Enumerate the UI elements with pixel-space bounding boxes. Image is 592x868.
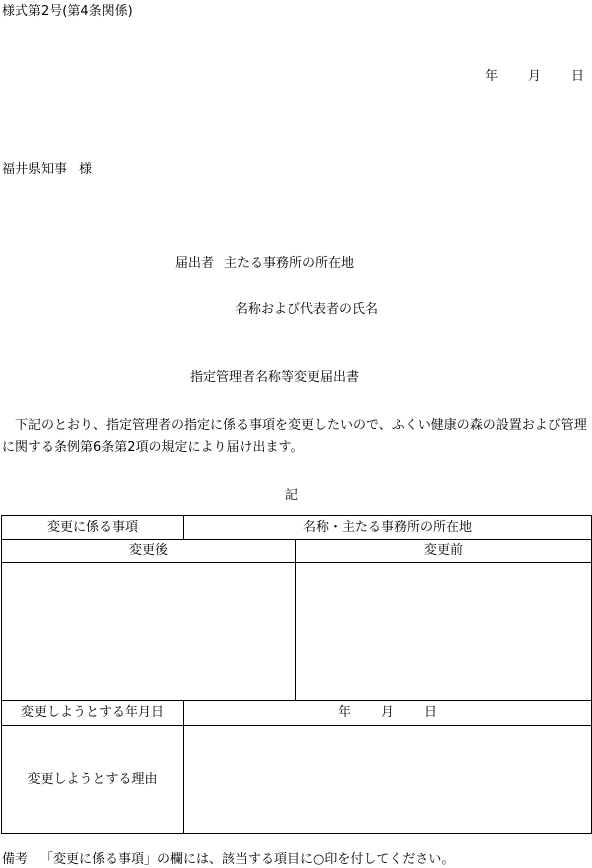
- notifier-name-label: 名称および代表者の氏名: [235, 302, 379, 317]
- table-row: [2, 563, 592, 701]
- change-reason-label: 変更しようとする理由: [2, 726, 184, 834]
- date-day-label: 日: [570, 69, 584, 84]
- change-date-day: 日: [424, 705, 438, 720]
- after-change-header: 変更後: [2, 540, 296, 563]
- addressee-honorific: 様: [79, 162, 93, 177]
- change-reason-cell: [184, 726, 592, 834]
- change-item-value: 名称・主たる事務所の所在地: [184, 516, 592, 540]
- notifier-address-line: [175, 256, 354, 272]
- notifier-address-label: 主たる事務所の所在地: [224, 256, 355, 271]
- date-month-label: 月: [527, 69, 541, 84]
- change-item-label: 変更に係る事項: [2, 516, 184, 540]
- after-change-cell: [2, 563, 296, 701]
- remarks-text: 「変更に係る事項」の欄には、該当する項目に○印を付してください。: [40, 852, 455, 867]
- table-row: [2, 701, 592, 726]
- date-year-label: 年: [484, 69, 498, 84]
- before-change-cell: [296, 563, 592, 701]
- form-number: 様式第2号(第4条関係): [2, 4, 133, 19]
- table-row: [2, 516, 592, 540]
- remarks: [2, 852, 454, 868]
- change-date-month: 月: [381, 705, 395, 720]
- notifier-label: 届出者: [175, 256, 215, 271]
- change-details-table: [1, 515, 592, 834]
- remarks-label: 備考: [2, 852, 29, 867]
- change-date-value: [184, 701, 592, 726]
- change-date-year: 年: [337, 705, 351, 720]
- ki-heading: 記: [285, 488, 299, 503]
- addressee: [2, 162, 92, 178]
- body-paragraph: [2, 415, 590, 459]
- addressee-name: 福井県知事: [2, 162, 68, 177]
- table-row: [2, 540, 592, 563]
- document-title: 指定管理者名称等変更届出書: [190, 370, 360, 385]
- submission-date: [485, 69, 584, 85]
- change-date-label: 変更しようとする年月日: [2, 701, 184, 726]
- body-text: 下記のとおり、指定管理者の指定に係る事項を変更したいので、ふくい健康の森の設置および管理に関する条例第6条第2項の規定により届け出ます。: [2, 418, 587, 455]
- before-change-header: 変更前: [296, 540, 592, 563]
- table-row: [2, 726, 592, 834]
